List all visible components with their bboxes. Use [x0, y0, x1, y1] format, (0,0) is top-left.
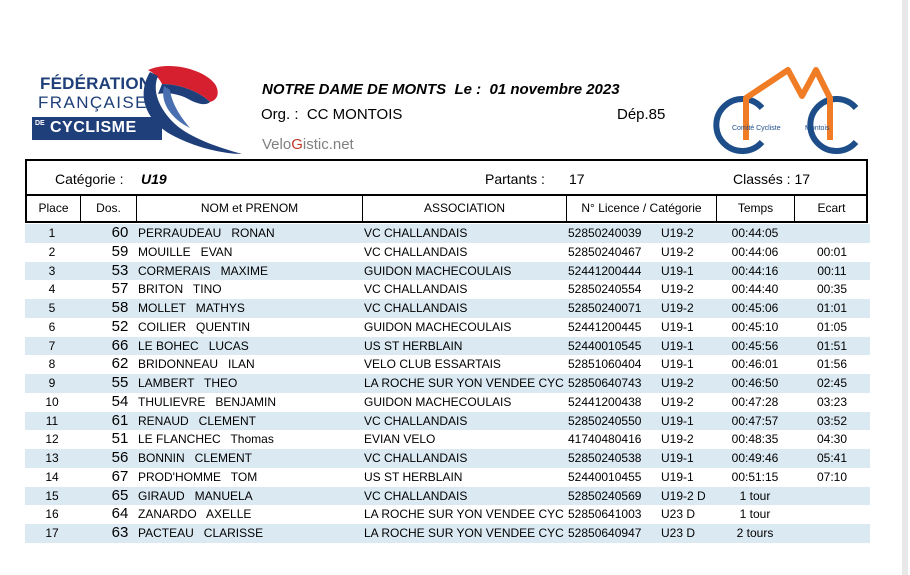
- race-title: NOTRE DAME DE MONTS Le : 01 novembre 2023: [262, 81, 620, 98]
- bib-number: 63: [111, 524, 129, 541]
- rider-name: COILIER QUENTIN: [138, 319, 251, 334]
- rider-category: U19-2: [661, 432, 694, 447]
- rider-name: ZANARDO AXELLE: [138, 507, 252, 522]
- licence-number: 52850240569: [568, 488, 642, 503]
- place: 12: [45, 432, 59, 447]
- association: VC CHALLANDAIS: [364, 244, 468, 259]
- finish-time: 00:44:16: [731, 263, 779, 278]
- finish-time: 00:48:35: [731, 432, 779, 447]
- department: Dép.85: [617, 106, 666, 123]
- bib-number: 54: [111, 392, 129, 410]
- table-row: [25, 224, 870, 243]
- place: 3: [48, 263, 56, 278]
- finish-time: 1 tour: [739, 488, 771, 503]
- bib-number: 60: [111, 224, 129, 241]
- finish-time: 00:51:15: [731, 469, 779, 484]
- licence-number: 52850240467: [568, 244, 642, 259]
- rider-name: LE FLANCHEC Thomas: [138, 432, 274, 447]
- rider-name: MOLLET MATHYS: [138, 301, 245, 315]
- licence-number: 52850640947: [568, 526, 642, 540]
- place: 5: [48, 301, 56, 315]
- rider-name: MOUILLE EVAN: [138, 244, 233, 259]
- association: GUIDON MACHECOULAIS: [364, 263, 512, 278]
- table-row: [25, 393, 870, 412]
- place: 14: [45, 469, 59, 484]
- bib-number: 58: [111, 299, 129, 316]
- rider-name: THULIEVRE BENJAMIN: [138, 394, 277, 409]
- bib-number: 51: [111, 430, 129, 448]
- rider-name: PERRAUDEAU RONAN: [138, 226, 275, 240]
- time-gap: 04:30: [816, 432, 848, 447]
- bib-number: 66: [111, 336, 129, 354]
- col-licence: N° Licence / Catégorie: [567, 196, 717, 221]
- rider-category: U19-2: [661, 376, 694, 390]
- col-association: ASSOCIATION: [363, 196, 567, 221]
- rider-category: U19-2: [661, 394, 694, 409]
- place: 17: [45, 526, 59, 540]
- club-logo-text-right: Montois: [805, 125, 830, 132]
- results-table-header: [25, 196, 868, 223]
- association: LA ROCHE SUR YON VENDEE CYC: [364, 507, 564, 522]
- table-row: [25, 243, 870, 262]
- association: VC CHALLANDAIS: [364, 282, 468, 297]
- association: US ST HERBLAIN: [364, 338, 463, 353]
- bib-number: 57: [111, 280, 129, 298]
- federation-line3: CYCLISME: [50, 119, 137, 136]
- association: US ST HERBLAIN: [364, 469, 463, 484]
- rider-name: BONNIN CLEMENT: [138, 451, 253, 465]
- table-row: [25, 299, 870, 318]
- rider-category: U19-1: [661, 263, 694, 278]
- place: 6: [48, 319, 56, 334]
- finish-time: 00:46:01: [731, 357, 779, 372]
- place: 4: [48, 282, 56, 297]
- federation-line2: FRANÇAISE: [38, 93, 148, 112]
- finish-time: 00:45:06: [731, 301, 779, 315]
- bib-number: 65: [111, 486, 129, 504]
- finish-time: 00:46:50: [731, 376, 779, 390]
- association: VC CHALLANDAIS: [364, 451, 468, 465]
- rider-category: U23 D: [661, 526, 696, 540]
- table-row: [25, 505, 870, 524]
- rider-category: U19-2: [661, 226, 694, 240]
- licence-number: 52441200445: [568, 319, 642, 334]
- page-edge: [902, 0, 908, 575]
- table-row: [25, 487, 870, 506]
- licence-number: 52851060404: [568, 357, 642, 372]
- licence-number: 52441200444: [568, 263, 642, 278]
- time-gap: 01:56: [816, 357, 848, 372]
- finish-time: 1 tour: [739, 507, 771, 522]
- organizer: Org. : CC MONTOIS: [261, 106, 403, 123]
- col-place: Place: [27, 196, 81, 221]
- finish-time: 00:47:28: [731, 394, 779, 409]
- rider-category: U19-2: [661, 282, 694, 297]
- time-gap: 02:45: [816, 376, 848, 390]
- association: GUIDON MACHECOULAIS: [364, 319, 512, 334]
- col-ecart: Ecart: [817, 201, 846, 215]
- licence-number: 52441200438: [568, 394, 642, 409]
- club-logo: [710, 62, 865, 157]
- bib-number: 59: [111, 242, 129, 260]
- table-row: [25, 262, 870, 281]
- table-row: [25, 524, 870, 543]
- federation-line1: FÉDÉRATION: [40, 74, 152, 93]
- rider-name: GIRAUD MANUELA: [138, 488, 253, 503]
- velogistic-link: [262, 136, 354, 153]
- rider-category: U19-1: [661, 357, 694, 372]
- place: 7: [48, 338, 56, 353]
- licence-number: 52440010545: [568, 338, 642, 353]
- federation-de: DE: [35, 120, 45, 127]
- time-gap: 07:10: [816, 469, 848, 484]
- time-gap: 01:05: [816, 319, 848, 334]
- place: 13: [45, 451, 59, 465]
- table-row: [25, 280, 870, 299]
- time-gap: 01:01: [816, 301, 848, 315]
- place: 8: [48, 357, 56, 372]
- association: EVIAN VELO: [364, 432, 436, 447]
- rider-category: U19-1: [661, 338, 694, 353]
- bib-number: 67: [111, 467, 129, 485]
- association: VC CHALLANDAIS: [364, 413, 468, 428]
- table-row: [25, 468, 870, 487]
- rider-category: U19-1: [661, 451, 694, 465]
- time-gap: 05:41: [816, 451, 848, 465]
- licence-number: 52850240550: [568, 413, 642, 428]
- finish-time: 00:44:06: [731, 244, 779, 259]
- finish-time: 00:47:57: [731, 413, 779, 428]
- rider-name: BRIDONNEAU ILAN: [138, 357, 255, 372]
- finish-time: 2 tours: [736, 526, 774, 540]
- rider-category: U19-2: [661, 301, 694, 315]
- time-gap: 00:11: [817, 263, 847, 278]
- bib-number: 61: [111, 411, 129, 429]
- ccm-logo-icon: [710, 62, 865, 157]
- bib-number: 52: [111, 317, 129, 335]
- finish-time: 00:45:10: [731, 319, 779, 334]
- finish-time: 00:44:40: [731, 282, 779, 297]
- velogistic-part-a: Velo: [262, 136, 292, 153]
- licence-number: 52440010455: [568, 469, 642, 484]
- rider-category: U19-1: [661, 413, 694, 428]
- licence-number: 52850240538: [568, 451, 642, 465]
- licence-number: 41740480416: [568, 432, 642, 447]
- association: GUIDON MACHECOULAIS: [364, 394, 512, 409]
- rider-name: RENAUD CLEMENT: [138, 413, 257, 428]
- place: 16: [45, 507, 59, 522]
- race-info-box: [25, 159, 868, 196]
- categorie-label: Catégorie :: [55, 171, 124, 187]
- licence-number: 52850240039: [568, 226, 642, 240]
- categorie-value: U19: [141, 171, 167, 187]
- licence-number: 52850240554: [568, 282, 642, 297]
- rider-name: LE BOHEC LUCAS: [138, 338, 249, 353]
- licence-number: 52850240071: [568, 301, 642, 315]
- bib-number: 55: [111, 374, 129, 391]
- ffc-logo: [30, 62, 245, 157]
- col-dos: Dos.: [81, 196, 137, 221]
- association: LA ROCHE SUR YON VENDEE CYC: [364, 526, 564, 540]
- place: 11: [45, 413, 59, 428]
- rider-category: U19-2: [661, 244, 694, 259]
- rider-name: CORMERAIS MAXIME: [138, 263, 269, 278]
- time-gap: 00:35: [816, 282, 848, 297]
- table-row: [25, 355, 870, 374]
- finish-time: 00:49:46: [731, 451, 779, 465]
- partants-label: Partants :: [485, 171, 545, 187]
- place: 15: [45, 488, 59, 503]
- time-gap: 03:52: [816, 413, 848, 428]
- rider-category: U23 D: [661, 507, 696, 522]
- table-row: [25, 449, 870, 468]
- rider-name: BRITON TINO: [138, 282, 222, 297]
- col-name: NOM et PRENOM: [137, 196, 363, 221]
- rider-name: PACTEAU CLARISSE: [138, 526, 264, 540]
- velogistic-part-g: G: [291, 136, 303, 153]
- partants-value: 17: [569, 171, 585, 187]
- association: VC CHALLANDAIS: [364, 226, 468, 240]
- bib-number: 64: [111, 505, 129, 523]
- licence-number: 52850640743: [568, 376, 642, 390]
- bib-number: 53: [111, 261, 129, 279]
- time-gap: 00:01: [816, 244, 848, 259]
- table-row: [25, 412, 870, 431]
- association: VC CHALLANDAIS: [364, 301, 468, 315]
- place: 9: [48, 376, 56, 390]
- table-row: [25, 318, 870, 337]
- rider-name: PROD'HOMME TOM: [138, 469, 258, 484]
- place: 1: [48, 226, 56, 240]
- finish-time: 00:44:05: [731, 226, 779, 240]
- table-row: [25, 337, 870, 356]
- rider-category: U19-1: [661, 469, 694, 484]
- club-logo-text-left: Comité Cycliste: [732, 125, 781, 132]
- place: 10: [45, 394, 59, 409]
- bib-number: 56: [111, 449, 129, 466]
- table-row: [25, 374, 870, 393]
- time-gap: 01:51: [816, 338, 848, 353]
- velogistic-part-b: istic.net: [302, 136, 354, 153]
- finish-time: 00:45:56: [731, 338, 779, 353]
- rider-category: U19-2 D: [661, 488, 706, 503]
- bib-number: 62: [111, 355, 129, 373]
- time-gap: 03:23: [816, 394, 848, 409]
- results-table-body: [25, 224, 870, 543]
- col-time: Temps: [717, 196, 795, 221]
- table-row: [25, 430, 870, 449]
- association: VELO CLUB ESSARTAIS: [364, 357, 501, 372]
- rider-name: LAMBERT THEO: [138, 376, 238, 390]
- place: 2: [48, 244, 56, 259]
- licence-number: 52850641003: [568, 507, 642, 522]
- classes-label: Classés : 17: [733, 171, 811, 187]
- rider-category: U19-1: [661, 319, 694, 334]
- association: VC CHALLANDAIS: [364, 488, 468, 503]
- association: LA ROCHE SUR YON VENDEE CYC: [364, 376, 564, 390]
